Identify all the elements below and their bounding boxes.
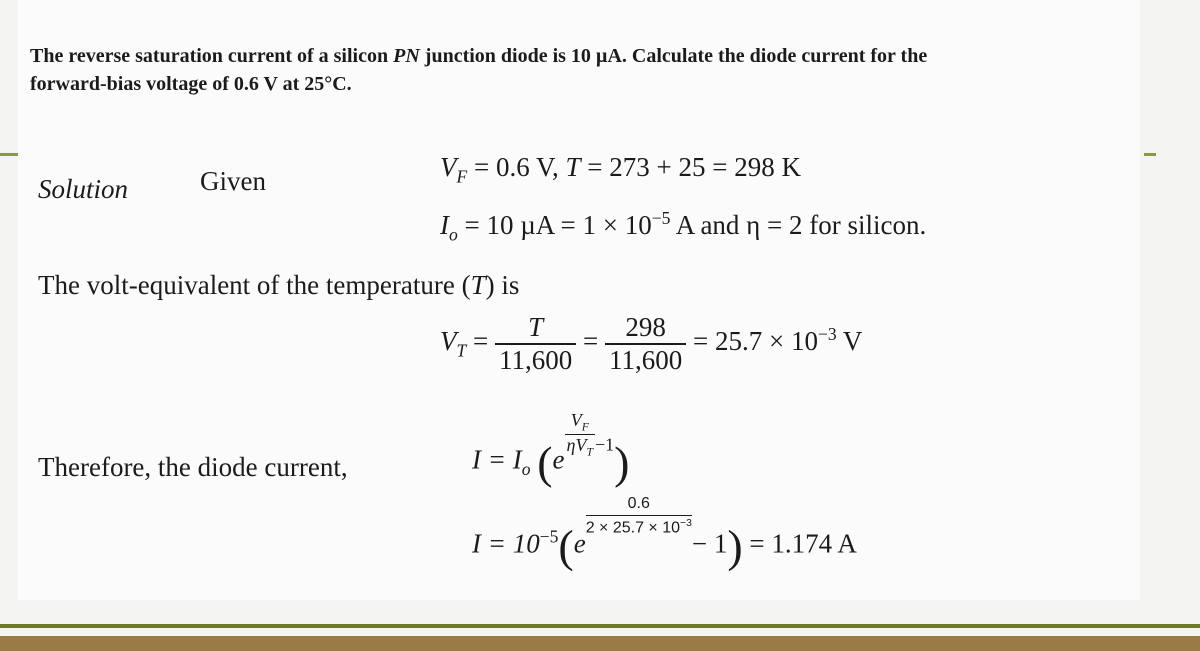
problem-text-a: The reverse saturation current of a silicon [30, 45, 389, 67]
calc-den: 2 × 25.7 × 10 [585, 519, 680, 537]
footer-rule [0, 624, 1200, 628]
i-formula-sub: o [521, 458, 531, 479]
footer-bar [0, 636, 1200, 651]
open-paren: ( [537, 436, 553, 488]
close-paren-2: ) [727, 520, 743, 572]
problem-line-2: forward-bias voltage of 0.6 V at 25°C. [30, 73, 352, 95]
vt-equals-2: = [583, 326, 599, 357]
io-value: = 10 µA = 1 × 10 [464, 210, 652, 240]
problem-pn: PN [393, 45, 420, 67]
i-calc-lhs: I = 10 [472, 528, 540, 559]
solution-label: Solution [38, 174, 129, 204]
e-symbol-2: e [573, 528, 586, 559]
calc-den-exp: −3 [680, 518, 692, 529]
open-paren-2: ( [558, 520, 574, 572]
volt-equiv-text-a: The volt-equivalent of the temperature ( [38, 270, 471, 300]
exp-den: ηV [566, 434, 587, 455]
close-paren: ) [614, 436, 630, 488]
given-io-equation [440, 208, 926, 245]
right-divider-rule [1144, 153, 1156, 156]
volt-equivalent-sentence [38, 270, 519, 301]
diode-current-calculation [472, 495, 857, 573]
vt-fraction-2 [605, 312, 686, 376]
calc-exponent-fraction [586, 495, 692, 537]
problem-text-b: junction diode is 10 µA. Calculate the diode current for the [424, 45, 928, 67]
io-symbol: I [440, 210, 449, 240]
io-rest: A and η = 2 for silicon. [675, 210, 927, 240]
exp-minus-one: −1 [594, 434, 615, 455]
vt-result: = 25.7 × 10 [692, 326, 818, 357]
t-symbol: T [565, 152, 581, 182]
given-label: Given [200, 166, 266, 196]
t-value: = 273 + 25 = 298 K [587, 152, 801, 182]
i-calc-exponent: −5 [539, 526, 559, 547]
frac2-denominator: 11,600 [605, 343, 686, 376]
io-exponent: −5 [651, 208, 671, 228]
problem-line-1 [30, 44, 927, 68]
calc-minus-one: − 1 [691, 528, 728, 559]
vt-equals-1: = [473, 326, 489, 357]
frac2-numerator: 298 [625, 312, 666, 342]
e-symbol-1: e [552, 444, 565, 475]
diode-current-formula [472, 410, 629, 489]
calc-num: 0.6 [627, 495, 650, 512]
exp-den-sub: T [586, 445, 593, 459]
vt-unit: V [842, 326, 863, 357]
volt-equiv-text-b: ) is [485, 270, 520, 300]
exponent-fraction [565, 410, 595, 458]
calc-result: = 1.174 A [749, 528, 857, 559]
therefore-text: Therefore, the diode current, [38, 452, 348, 482]
left-divider-rule [0, 153, 18, 156]
given-vf-equation [440, 152, 801, 187]
vt-exponent: −3 [817, 324, 837, 345]
vt-symbol: V [440, 326, 457, 357]
exp-num: V [570, 410, 582, 430]
i-formula-lhs: I = I [472, 444, 522, 475]
vf-symbol: V [440, 152, 457, 182]
vf-subscript: F [456, 166, 468, 187]
vf-value: = 0.6 V, [473, 152, 559, 182]
vt-fraction-1 [495, 312, 576, 376]
volt-equiv-t: T [470, 270, 486, 300]
io-subscript: o [449, 224, 458, 245]
frac1-denominator: 11,600 [495, 343, 576, 376]
vt-equation [440, 312, 862, 376]
exp-num-sub: F [581, 420, 589, 434]
vt-subscript: T [456, 340, 467, 361]
frac1-numerator: T [528, 312, 544, 342]
